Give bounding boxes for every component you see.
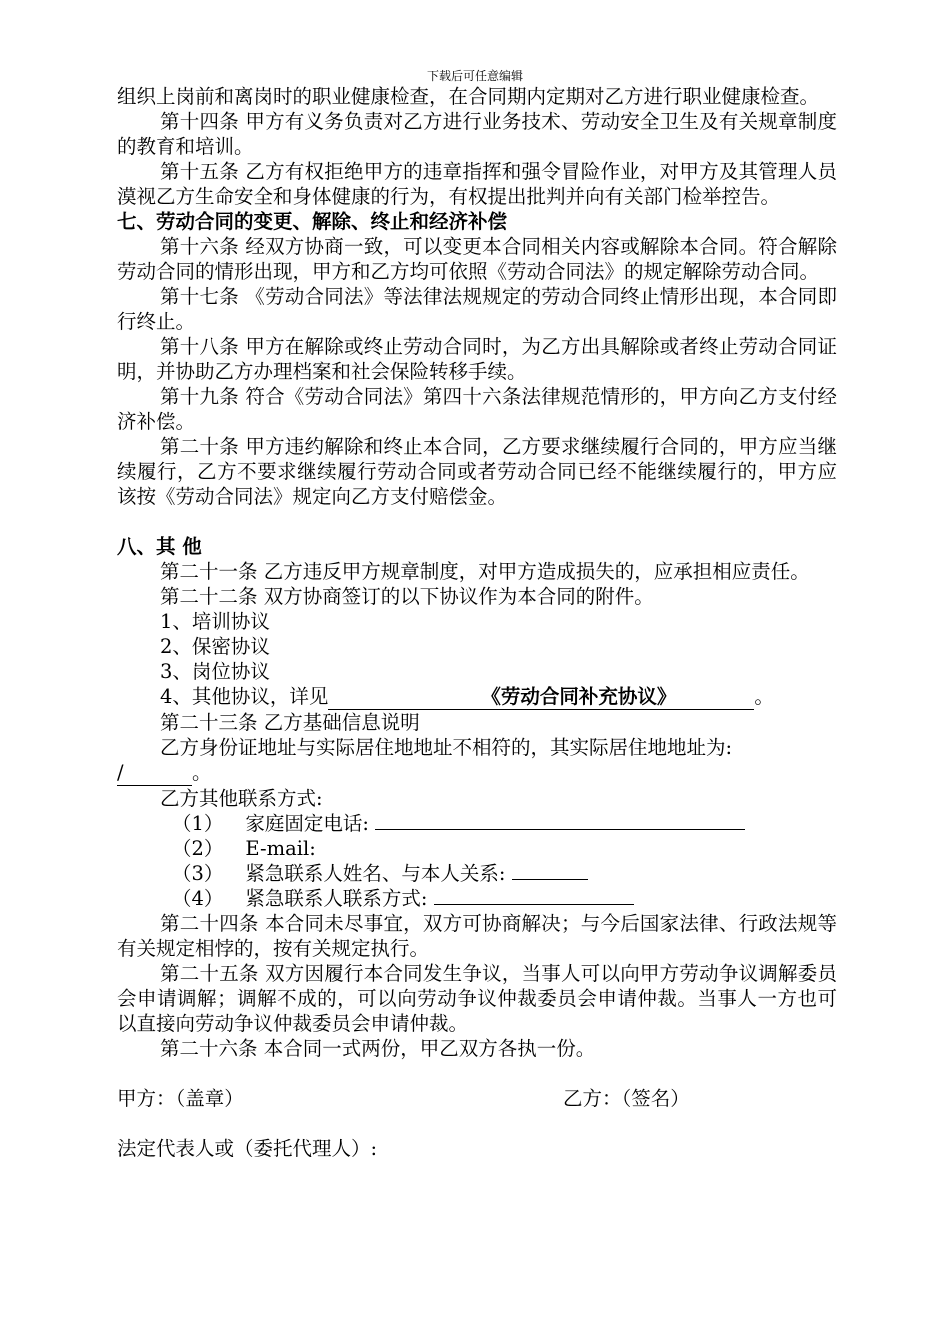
phone-field[interactable] [375, 811, 745, 830]
address-suffix: 。 [192, 761, 212, 784]
signature-row [117, 1086, 837, 1111]
spacer [117, 1061, 837, 1086]
paragraph-health-check: 组织上岗前和离岗时的职业健康检查，在合同期内定期对乙方进行职业健康检查。 [117, 85, 820, 108]
contact-emergency-phone-label: 紧急联系人联系方式: [245, 887, 428, 910]
article-20: 第二十条 甲方违约解除和终止本合同，乙方要求继续履行合同的，甲方应当继续履行，乙方不要求继续履行劳动合同或者劳动合同已经不能继续履行的，甲方应该按《劳动合同法》规定向乙方支付赔偿金。 [117, 435, 837, 508]
article-17: 第十七条 《劳动合同法》等法律法规规定的劳动合同终止情形出现，本合同即行终止。 [117, 285, 837, 333]
attachment-4 [117, 684, 837, 710]
party-b-signature: 乙方：（签名） [563, 1087, 690, 1110]
article-23: 第二十三条 乙方基础信息说明 [160, 711, 420, 734]
attachment-3: 3、岗位协议 [160, 660, 270, 683]
attachment-4-suffix: 。 [754, 685, 774, 708]
contact-phone [117, 811, 837, 836]
contact-emergency-phone [117, 886, 837, 911]
contact-phone-label: 家庭固定电话: [245, 812, 369, 835]
section-8-heading: 八、其 他 [117, 535, 202, 558]
address-field[interactable]: / [117, 760, 192, 786]
page-header: 下载后可任意编辑 [426, 69, 523, 83]
contact-email [117, 836, 837, 861]
attachment-4-field[interactable]: 《劳动合同补充协议》 [328, 684, 754, 710]
article-21: 第二十一条 乙方违反甲方规章制度，对甲方造成损失的，应承担相应责任。 [160, 560, 810, 583]
party-a-seal: 甲方：（盖章） [117, 1087, 244, 1110]
legal-representative: 法定代表人或（委托代理人）: [117, 1137, 378, 1160]
contact-emergency-name [117, 861, 837, 886]
contact-phone-number: （1） [172, 812, 224, 835]
article-25: 第二十五条 双方因履行本合同发生争议，当事人可以向甲方劳动争议调解委员会申请调解；调解不成的，可以向劳动争议仲裁委员会申请仲裁。当事人一方也可以直接向劳动争议仲裁委员会申请仲裁。 [117, 962, 837, 1035]
spacer [117, 509, 837, 534]
section-7-heading: 七、劳动合同的变更、解除、终止和经济补偿 [117, 210, 508, 233]
attachment-2: 2、保密协议 [160, 635, 270, 658]
contact-title: 乙方其他联系方式: [160, 787, 323, 810]
article-18: 第十八条 甲方在解除或终止劳动合同时，为乙方出具解除或者终止劳动合同证明，并协助乙方办理档案和社会保险转移手续。 [117, 335, 837, 383]
attachment-4-prefix: 4、其他协议，详见 [160, 685, 329, 708]
contact-emergency-phone-number: （4） [172, 887, 224, 910]
emergency-name-field[interactable] [512, 861, 588, 880]
contact-email-number: （2） [172, 837, 224, 860]
article-22: 第二十二条 双方协商签订的以下协议作为本合同的附件。 [160, 585, 654, 608]
contact-emergency-name-label: 紧急联系人姓名、与本人关系: [245, 862, 506, 885]
article-16: 第十六条 经双方协商一致，可以变更本合同相关内容或解除本合同。符合解除劳动合同的情形出现，甲方和乙方均可依照《劳动合同法》的规定解除劳动合同。 [117, 235, 837, 283]
article-26: 第二十六条 本合同一式两份，甲乙双方各执一份。 [160, 1037, 596, 1060]
attachment-1: 1、培训协议 [160, 610, 270, 633]
article-19: 第十九条 符合《劳动合同法》第四十六条法律规范情形的，甲方向乙方支付经济补偿。 [117, 385, 837, 433]
spacer [117, 1111, 837, 1136]
article-14: 第十四条 甲方有义务负责对乙方进行业务技术、劳动安全卫生及有关规章制度的教育和培训。 [117, 110, 837, 158]
address-line [117, 760, 837, 786]
address-statement: 乙方身份证地址与实际居住地地址不相符的，其实际居住地地址为: [160, 736, 733, 759]
contact-emergency-name-number: （3） [172, 862, 224, 885]
emergency-phone-field[interactable] [434, 886, 634, 905]
article-15: 第十五条 乙方有权拒绝甲方的违章指挥和强令冒险作业，对甲方及其管理人员漠视乙方生命安全和身体健康的行为，有权提出批判并向有关部门检举控告。 [117, 160, 837, 208]
article-24: 第二十四条 本合同未尽事宜，双方可协商解决；与今后国家法律、行政法规等有关规定相悖的，按有关规定执行。 [117, 912, 837, 960]
contact-email-label: E-mail: [245, 837, 316, 860]
contract-body [117, 84, 837, 1161]
